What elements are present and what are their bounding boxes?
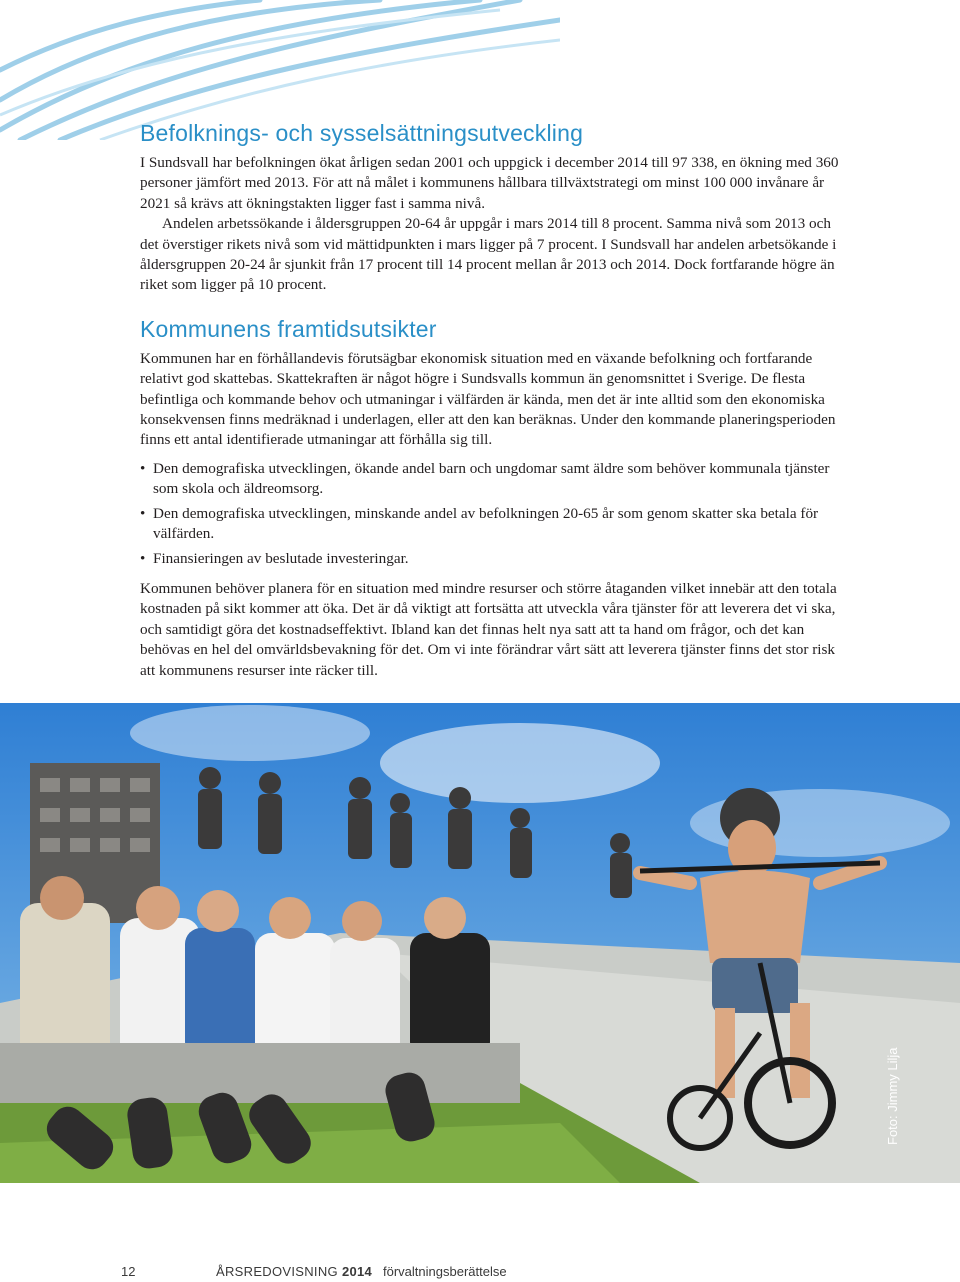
photo-credit: Foto: Jimmy Lilja (885, 1047, 900, 1145)
paragraph: Kommunen behöver planera för en situation med mindre resurser och större åtaganden vilket innebär att den totala kostnaden på sikt kommer att öka. Det är då viktigt att fortsätta att utveckla våra tjänster för att leverera det vi ska, och samtidigt göra det kostnadseffektivt. Ibland kan det finnas helt nya satt att ta hand om frågor, och det kan behövas en hel del omvärldsbevakning för det. Om vi inte förändrar vårt sätt att leverera tjänster finns det stor risk att kommunens resurser inte räcker till. (140, 579, 837, 679)
bullet-icon: • (140, 504, 146, 522)
document-title: ÅRSREDOVISNING 2014 (216, 1264, 373, 1279)
document-year: 2014 (341, 1264, 373, 1279)
paragraph: Andelen arbetssökande i åldersgruppen 20-64 år uppgår i mars 2014 till 8 procent. Samma nivå som 2013 och det överstiger rikets nivå som vid mättidpunkten i mars ligger på 7 procent. I Sundsvall har andelen arbetsökande i åldersgruppen 20-24 år sjunkit från 17 procent till 14 procent mellan år 2013 och 2014. Dock fortfarande högre än riket som ligger på 10 procent. (140, 215, 837, 294)
paragraph: I Sundsvall har befolkningen ökat årligen sedan 2001 och uppgick i december 2014 till 97 338, en ökning med 360 personer jämfört med 2013. För att nå målet i kommunens hållbara tillväxtstrategi om minst 100 000 invånare år 2021 så krävs att ökningstakten ligger fast i samma nivå. (140, 154, 839, 212)
section-heading-framtidsutsikter: Kommunens framtidsutsikter (140, 315, 437, 342)
main-content (140, 120, 840, 681)
list-item: • Finansieringen av beslutade investeringar. (140, 549, 840, 569)
skatepark-photo (0, 703, 960, 1183)
section-heading-befolkning: Befolknings- och sysselsättningsutveckling (140, 120, 584, 146)
bullet-icon: • (140, 549, 146, 567)
challenge-list (140, 459, 840, 569)
page-number: 12 (121, 1264, 136, 1279)
decorative-swoosh (0, 0, 560, 140)
list-item: • Den demografiska utvecklingen, ökande andel barn och ungdomar samt äldre som behöver kommunala tjänster som skola och äldreomsorg. (140, 459, 830, 498)
paragraph: Kommunen har en förhållandevis förutsägbar ekonomisk situation med en växande befolkning och fortfarande relativt god skattebas. Skattekraften är något högre i Sundsvalls kommun än genomsnittet i Sverige. De flesta befintliga och kommande behov och utmaningar i välfärden är kända, men det är inte alltid som den ekonomiska konsekvensen finns medräknad i underlagen, eller att den kan beräknas. Under den kommande planeringsperioden finns ett antal identifierade utmaningar att förhålla sig till. (140, 349, 836, 449)
section-name: förvaltningsberättelse (383, 1264, 507, 1279)
bullet-icon: • (140, 459, 146, 477)
list-item: • Den demografiska utvecklingen, minskande andel av befolkningen 20-65 år som genom skatter ska betala för välfärden. (140, 504, 819, 543)
